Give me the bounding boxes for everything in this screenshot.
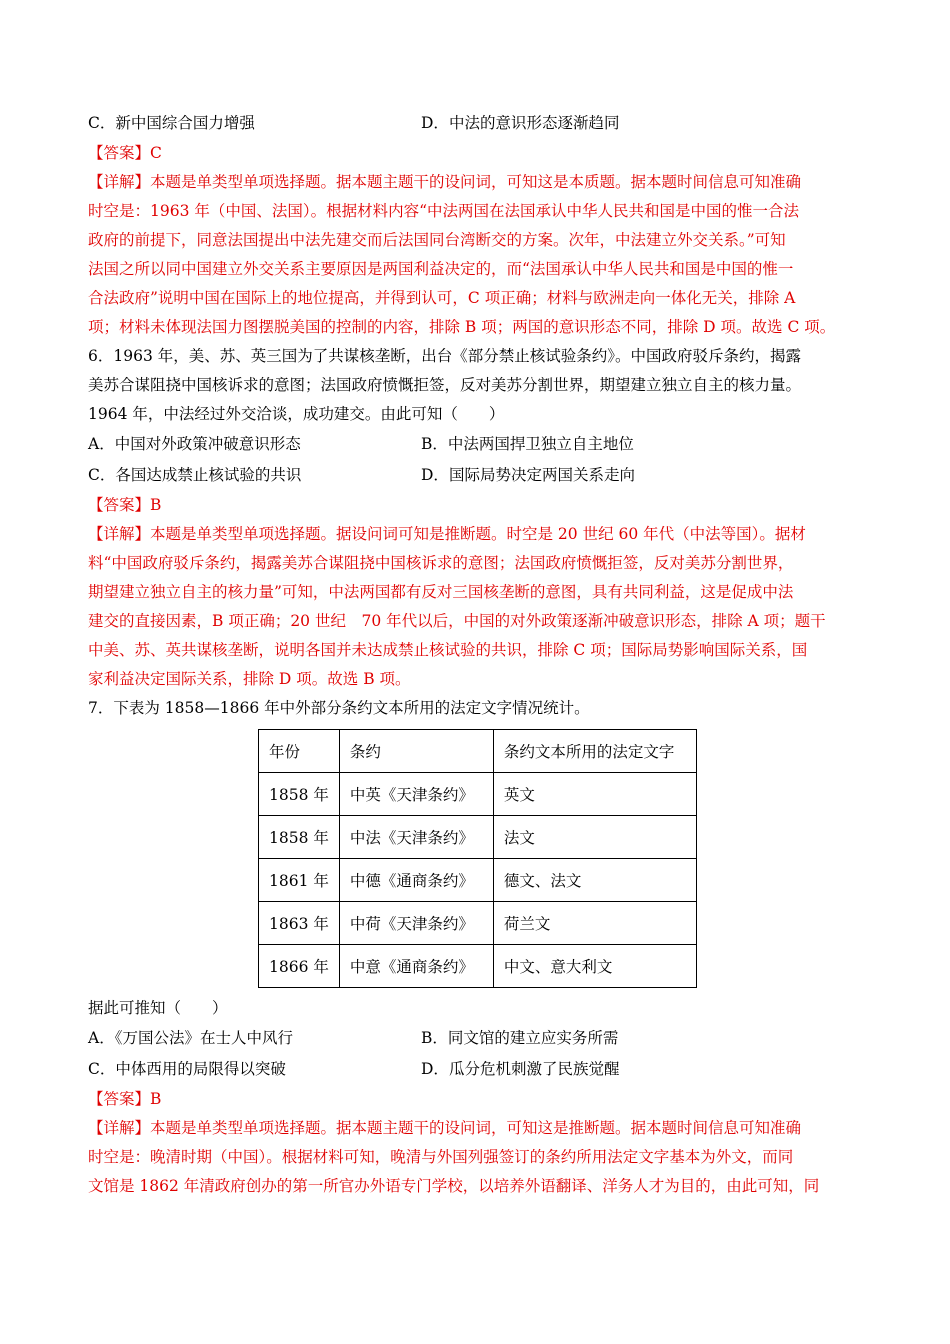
q5-explanation-line: 政府的前提下，同意法国提出中法先建交而后法国同台湾断交的方案。次年，中法建立外交关系。”可知 (88, 231, 786, 249)
q5-answer: 【答案】C (88, 144, 162, 162)
q7-options-row (88, 1054, 868, 1085)
table-cell-year: 1866 年 (259, 945, 340, 988)
table-header-row (259, 730, 697, 773)
q6-explanation (88, 520, 868, 694)
q5-option-c: C．新中国综合国力增强 (88, 114, 255, 132)
table-cell-language: 英文 (493, 773, 696, 816)
q6-explanation-line: 期望建立独立自主的核力量”可知，中法两国都有反对三国核垄断的意图，具有共同利益，这是促成中法 (88, 583, 794, 601)
q5-explanation-line: 项；材料未体现法国力图摆脱美国的控制的内容，排除 B 项；两国的意识形态不同，排除 D 项。故选 C 项。 (88, 318, 836, 336)
table-row (259, 945, 697, 988)
table-cell-language: 法文 (493, 816, 696, 859)
document-page (88, 108, 868, 1201)
q7-option-c: C．中体西用的局限得以突破 (88, 1060, 286, 1078)
table-header-cell: 条约 (339, 730, 493, 773)
q5-options-row (88, 108, 868, 139)
table-cell-treaty: 中意《通商条约》 (339, 945, 493, 988)
q6-explanation-line: 料“中国政府驳斥条约，揭露美苏合谋阻挠中国核诉求的意图；法国政府愤慨拒签，反对美苏分割世界， (88, 554, 794, 572)
q5-explanation (88, 168, 868, 342)
q6-option-d: D．国际局势决定两国关系走向 (421, 466, 635, 484)
table-row (259, 902, 697, 945)
q6-options-row (88, 429, 868, 460)
table-cell-year: 1858 年 (259, 773, 340, 816)
table-cell-treaty: 中英《天津条约》 (339, 773, 493, 816)
table-row (259, 859, 697, 902)
q6-stem (88, 342, 868, 429)
q6-explanation-line: 家利益决定国际关系，排除 D 项。故选 B 项。 (88, 670, 411, 688)
q7-explanation-line: 文馆是 1862 年清政府创办的第一所官办外语专门学校，以培养外语翻译、洋务人才为目的，由此可知，同 (88, 1177, 820, 1195)
q6-explanation-line: 建交的直接因素，B 项正确；20 世纪 70 年代以后，中国的对外政策逐渐冲破意识形态，排除 A 项；题干 (88, 612, 826, 630)
q5-explanation-line: 时空是：1963 年（中国、法国）。根据材料内容“中法两国在法国承认中华人民共和国是中国的惟一合法 (88, 202, 800, 220)
q7-options-row (88, 1023, 868, 1054)
q5-explanation-line: 法国之所以同中国建立外交关系主要原因是两国利益决定的，而“法国承认中华人民共和国是中国的惟一 (88, 260, 794, 278)
table-header-cell: 条约文本所用的法定文字 (493, 730, 696, 773)
q6-options-row (88, 460, 868, 491)
q6-option-c: C．各国达成禁止核试验的共识 (88, 466, 302, 484)
table-cell-treaty: 中荷《天津条约》 (339, 902, 493, 945)
q7-option-b: B．同文馆的建立应实务所需 (421, 1029, 619, 1047)
table-cell-treaty: 中德《通商条约》 (339, 859, 493, 902)
q6-stem-line: 6．1963 年，美、苏、英三国为了共谋核垄断，出台《部分禁止核试验条约》。中国政府驳斥条约，揭露 (88, 347, 801, 365)
table-cell-year: 1863 年 (259, 902, 340, 945)
q6-stem-line: 美苏合谋阻挠中国核诉求的意图；法国政府愤慨拒签，反对美苏分割世界，期望建立独立自主的核力量。 (88, 376, 802, 394)
q7-stem: 7．下表为 1858—1866 年中外部分条约文本所用的法定文字情况统计。 (88, 699, 590, 717)
q5-explanation-line: 【详解】本题是单类型单项选择题。据本题主题干的设问词，可知这是本质题。据本题时间信息可知准确 (88, 173, 802, 191)
table-cell-language: 荷兰文 (493, 902, 696, 945)
table-header-cell: 年份 (259, 730, 340, 773)
q5-option-d: D．中法的意识形态逐渐趋同 (421, 114, 620, 132)
q7-explanation-line: 时空是：晚清时期（中国）。根据材料可知，晚清与外国列强签订的条约所用法定文字基本为外文，而同 (88, 1148, 794, 1166)
q5-explanation-line: 合法政府”说明中国在国际上的地位提高，并得到认可，C 项正确；材料与欧洲走向一体化无关，排除 A (88, 289, 796, 307)
table-cell-year: 1858 年 (259, 816, 340, 859)
q7-explanation-line: 【详解】本题是单类型单项选择题。据本题主题干的设问词，可知这是推断题。据本题时间信息可知准确 (88, 1119, 802, 1137)
q7-option-a: A．《万国公法》在士人中风行 (88, 1029, 293, 1047)
table-row (259, 816, 697, 859)
q6-explanation-line: 中美、苏、英共谋核垄断，说明各国并未达成禁止核试验的共识，排除 C 项；国际局势影响国际关系，国 (88, 641, 808, 659)
q7-option-d: D．瓜分危机刺激了民族觉醒 (421, 1060, 620, 1078)
q6-option-a: A．中国对外政策冲破意识形态 (88, 435, 301, 453)
table-row (259, 773, 697, 816)
table-cell-language: 德文、法文 (493, 859, 696, 902)
q6-option-b: B．中法两国捍卫独立自主地位 (421, 435, 634, 453)
q7-explanation (88, 1114, 868, 1201)
treaty-table (258, 729, 697, 988)
q7-prompt: 据此可推知（ ） (88, 999, 228, 1017)
q6-explanation-line: 【详解】本题是单类型单项选择题。据设问词可知是推断题。时空是 20 世纪 60 年代（中法等国）。据材 (88, 525, 806, 543)
q6-stem-line: 1964 年，中法经过外交洽谈，成功建交。由此可知（ ） (88, 405, 505, 423)
table-cell-language: 中文、意大利文 (493, 945, 696, 988)
q7-answer: 【答案】B (88, 1090, 162, 1108)
table-cell-treaty: 中法《天津条约》 (339, 816, 493, 859)
q6-answer: 【答案】B (88, 496, 162, 514)
table-cell-year: 1861 年 (259, 859, 340, 902)
